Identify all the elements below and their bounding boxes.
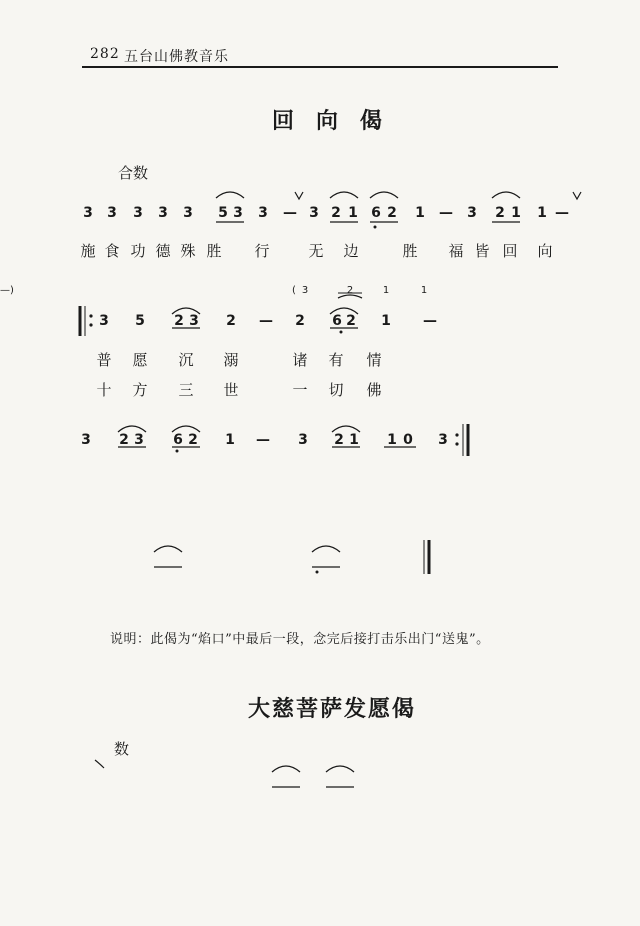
lyric: 佛 — [366, 381, 382, 399]
note: 3 — [258, 205, 268, 221]
note: 3 — [438, 432, 448, 448]
note: 3 — [467, 205, 477, 221]
note: 3 — [233, 205, 243, 221]
lyric: 回 — [502, 242, 518, 260]
lyric: 一 — [292, 381, 308, 399]
note: — — [283, 205, 297, 221]
slur — [492, 192, 520, 198]
note: 2 — [331, 205, 341, 221]
note: 1 — [420, 285, 428, 296]
lyric: 胜 — [402, 242, 418, 260]
lyric: 普 — [96, 351, 112, 369]
repeat-dot — [89, 323, 92, 326]
lyric: 食 — [104, 242, 120, 260]
slur — [172, 308, 200, 314]
slur — [118, 426, 146, 432]
slur — [370, 192, 398, 198]
note: —) — [0, 285, 14, 296]
note: 3 — [83, 205, 93, 221]
note: 3 — [301, 285, 309, 296]
slur — [326, 766, 354, 772]
page-number: 282 — [90, 46, 120, 62]
note: 6 — [332, 313, 342, 329]
slur — [330, 308, 358, 314]
note: 5 — [218, 205, 228, 221]
lyric: 方 — [132, 381, 148, 399]
note: 2 — [346, 313, 356, 329]
lyric: 三 — [178, 381, 194, 399]
note: — — [555, 205, 569, 221]
lyric: 殊 — [180, 242, 196, 260]
note: ( — [292, 285, 296, 296]
note: 3 — [81, 432, 91, 448]
note: 2 — [188, 432, 198, 448]
note: 6 — [371, 205, 381, 221]
piece1-note: 说明：此偈为“焰口”中最后一段，念完后接打击乐出门“送鬼”。 — [110, 632, 490, 647]
breath-mark — [295, 192, 303, 199]
low-dot — [316, 571, 319, 574]
slur — [154, 546, 182, 552]
lyric: 施 — [80, 242, 96, 260]
lyric: 无 — [308, 242, 324, 260]
slur — [330, 192, 358, 198]
note: 3 — [189, 313, 199, 329]
lyric: 切 — [328, 381, 344, 399]
note: 3 — [298, 432, 308, 448]
note: 2 — [226, 313, 236, 329]
note: 2 — [334, 432, 344, 448]
note: 3 — [99, 313, 109, 329]
note: 2 — [174, 313, 184, 329]
note: 1 — [348, 205, 358, 221]
lyric: 诸 — [292, 351, 308, 369]
lyric: 功 — [130, 242, 146, 260]
repeat-dot — [89, 314, 92, 317]
lyric: 向 — [537, 242, 553, 260]
running-title: 五台山佛教音乐 — [124, 49, 229, 65]
piece1-title: 回向偈 — [272, 109, 405, 134]
note: 2 — [295, 313, 305, 329]
note: 3 — [183, 205, 193, 221]
lyric: 沉 — [178, 351, 194, 369]
note: 3 — [158, 205, 168, 221]
note: 3 — [309, 205, 319, 221]
lyric: 皆 — [474, 242, 490, 260]
lyric: 溺 — [223, 351, 239, 369]
slur — [172, 426, 200, 432]
note: 2 — [119, 432, 129, 448]
lyric: 有 — [328, 351, 344, 369]
note: 3 — [134, 432, 144, 448]
piece1-performance: 合数 — [118, 164, 149, 182]
note: 0 — [403, 432, 413, 448]
lyric: 十 — [96, 381, 112, 399]
piece2-title: 大慈菩萨发愿偈 — [248, 697, 417, 722]
note: 6 — [173, 432, 183, 448]
slur — [272, 766, 300, 772]
slur — [216, 192, 244, 198]
repeat-dot — [455, 433, 458, 436]
slur — [338, 295, 362, 298]
note: — — [259, 313, 273, 329]
note: 1 — [349, 432, 359, 448]
note: — — [439, 205, 453, 221]
low-dot — [340, 331, 343, 334]
note: 2 — [346, 285, 354, 296]
repeat-dot — [455, 442, 458, 445]
note: 1 — [511, 205, 521, 221]
note: 1 — [415, 205, 425, 221]
lyric: 福 — [448, 242, 464, 260]
lyric: 边 — [343, 242, 359, 260]
piece2-performance: 数 — [114, 740, 130, 758]
lyric: 愿 — [132, 351, 148, 369]
lyric: 德 — [155, 242, 171, 260]
slur — [312, 546, 340, 552]
lyric: 世 — [223, 381, 239, 399]
note: 3 — [133, 205, 143, 221]
breath-mark — [573, 192, 581, 199]
note: 1 — [382, 285, 390, 296]
accent-mark — [95, 760, 104, 768]
note: 1 — [381, 313, 391, 329]
note: 5 — [135, 313, 145, 329]
low-dot — [374, 226, 377, 229]
lyric: 情 — [366, 351, 382, 369]
lyric: 胜 — [206, 242, 222, 260]
slur — [332, 426, 360, 432]
note: 2 — [495, 205, 505, 221]
low-dot — [176, 450, 179, 453]
lyric: 行 — [254, 242, 270, 260]
note: 1 — [225, 432, 235, 448]
note: — — [256, 432, 270, 448]
note: 2 — [387, 205, 397, 221]
note: — — [423, 313, 437, 329]
note: 3 — [107, 205, 117, 221]
note: 1 — [387, 432, 397, 448]
note: 1 — [537, 205, 547, 221]
